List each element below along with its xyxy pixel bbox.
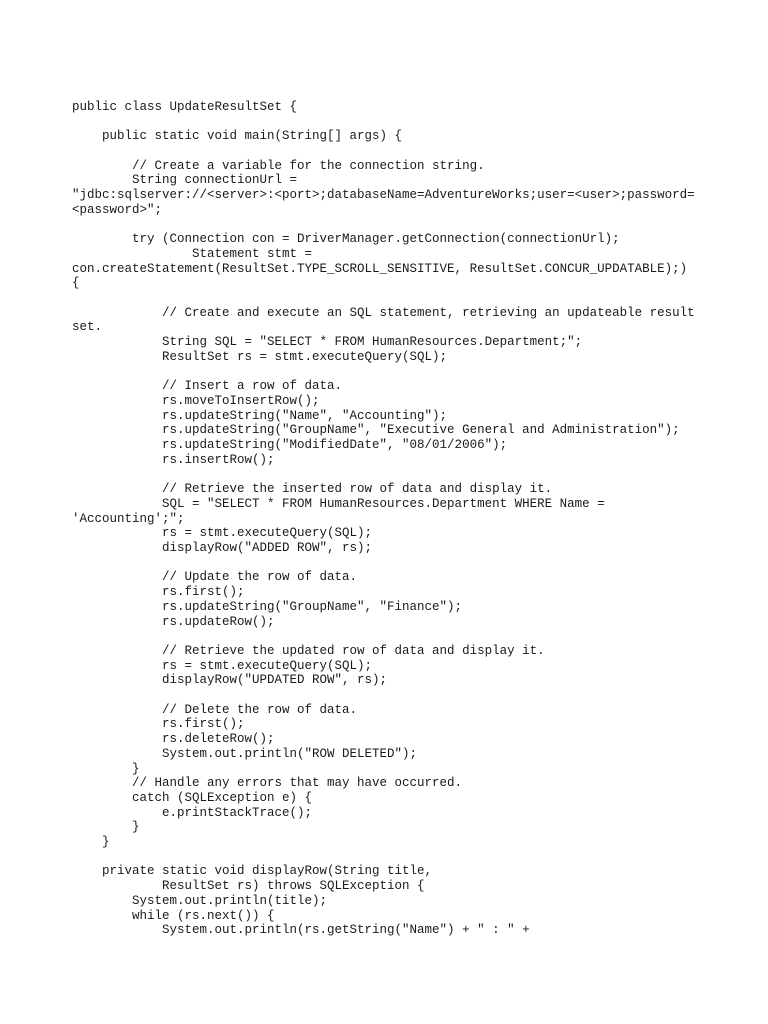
code-line: ResultSet rs = stmt.executeQuery(SQL); (72, 349, 448, 364)
code-line: rs.updateString("ModifiedDate", "08/01/2006"); (72, 438, 508, 453)
code-line: while (rs.next()) { (72, 908, 275, 923)
code-line: con.createStatement(ResultSet.TYPE_SCROLL_SENSITIVE, ResultSet.CONCUR_UPDATABLE);) (72, 261, 688, 276)
code-line (72, 218, 702, 233)
code-line: <password>"; (72, 202, 163, 217)
code-line: private static void displayRow(String title, (72, 864, 433, 879)
code-line: public class UpdateResultSet { (72, 100, 298, 114)
code-line: // Retrieve the inserted row of data and display it. (72, 482, 553, 497)
code-line (72, 850, 702, 865)
code-line (72, 115, 702, 130)
code-line: ResultSet rs) throws SQLException { (72, 879, 425, 894)
code-line (72, 365, 702, 380)
code-line: rs.insertRow(); (72, 452, 275, 467)
code-line: "jdbc:sqlserver://<server>:<port>;databaseName=AdventureWorks;user=<user>;password= (72, 188, 695, 203)
code-line: rs.updateString("GroupName", "Finance"); (72, 599, 463, 614)
code-line: System.out.println(rs.getString("Name") + " : " + (72, 923, 530, 938)
code-line (72, 629, 702, 644)
code-line: rs = stmt.executeQuery(SQL); (72, 658, 373, 673)
code-line: displayRow("UPDATED ROW", rs); (72, 673, 388, 688)
code-line: rs.updateRow(); (72, 614, 275, 629)
code-line: try (Connection con = DriverManager.getConnection(connectionUrl); (72, 232, 620, 247)
code-line (72, 144, 702, 159)
code-line: // Insert a row of data. (72, 379, 343, 394)
code-line: rs.moveToInsertRow(); (72, 393, 320, 408)
code-line: System.out.println("ROW DELETED"); (72, 746, 418, 761)
code-line: rs = stmt.executeQuery(SQL); (72, 526, 373, 541)
code-line: // Create and execute an SQL statement, retrieving an updateable result (72, 305, 695, 320)
code-line: rs.first(); (72, 585, 245, 600)
code-line: rs.deleteRow(); (72, 732, 275, 747)
code-line: rs.updateString("GroupName", "Executive General and Administration"); (72, 423, 680, 438)
code-line: // Delete the row of data. (72, 702, 358, 717)
code-line: System.out.println(title); (72, 893, 328, 908)
code-line (72, 688, 702, 703)
code-line: public static void main(String[] args) { (72, 129, 403, 144)
code-line: // Handle any errors that may have occurred. (72, 776, 463, 791)
code-line: rs.first(); (72, 717, 245, 732)
code-line: String connectionUrl = (72, 173, 298, 188)
code-line: e.printStackTrace(); (72, 805, 313, 820)
code-line: } (72, 761, 140, 776)
code-line: set. (72, 320, 103, 335)
code-line: } (72, 835, 110, 850)
code-line: 'Accounting';"; (72, 511, 185, 526)
code-block (72, 100, 702, 938)
code-line (72, 291, 702, 306)
code-line: SQL = "SELECT * FROM HumanResources.Department WHERE Name = (72, 496, 605, 511)
code-line: // Update the row of data. (72, 570, 358, 585)
code-line: catch (SQLException e) { (72, 790, 313, 805)
code-line: // Create a variable for the connection string. (72, 158, 485, 173)
code-line: rs.updateString("Name", "Accounting"); (72, 408, 448, 423)
code-line: String SQL = "SELECT * FROM HumanResources.Department;"; (72, 335, 583, 350)
code-line: Statement stmt = (72, 246, 313, 261)
code-line: } (72, 820, 140, 835)
code-line: displayRow("ADDED ROW", rs); (72, 541, 373, 555)
code-line (72, 556, 702, 571)
code-line: // Retrieve the updated row of data and display it. (72, 643, 545, 658)
code-line: { (72, 276, 80, 291)
code-line (72, 468, 702, 483)
